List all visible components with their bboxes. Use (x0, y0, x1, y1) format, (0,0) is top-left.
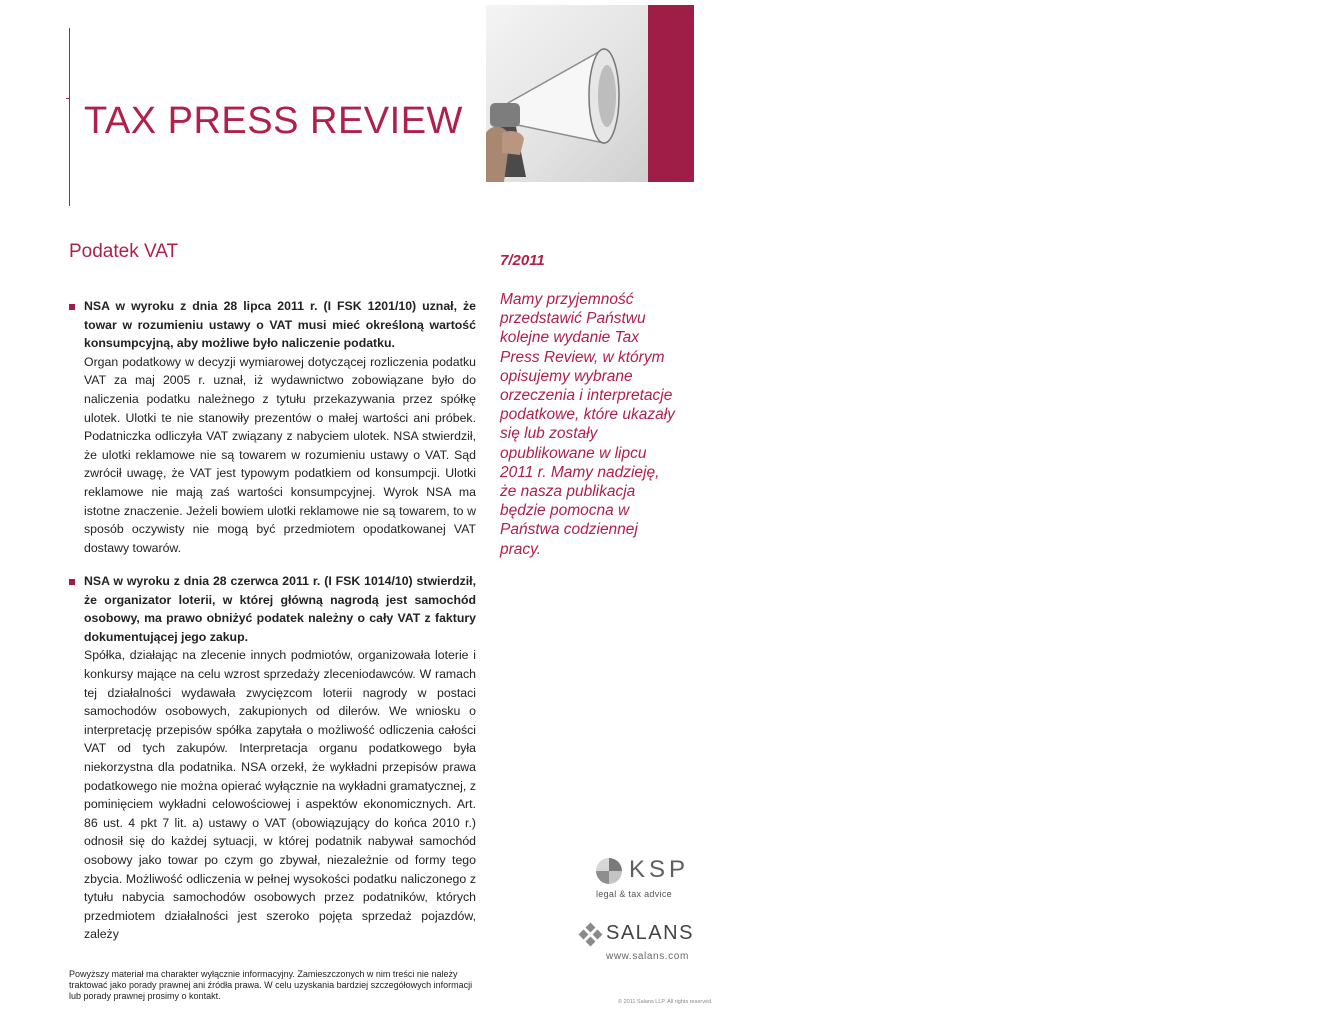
article-item (69, 572, 476, 944)
footer-disclaimer: Powyższy materiał ma charakter wyłącznie informacyjny. Zamieszczonych w nim treści nie należy traktować jako porady prawnej ani źródła prawa. W celu uzyskania bardziej szczegółowych informacji lub porady prawnej prosimy o kontakt. (69, 969, 473, 1001)
megaphone-image (486, 5, 648, 182)
ksp-tagline: legal & tax advice (596, 889, 672, 899)
client-alert-badge (648, 5, 1327, 182)
ksp-logo (596, 858, 696, 902)
bullet-icon (69, 304, 75, 310)
issue-number: 7/2011 (500, 252, 545, 269)
header-rule (69, 28, 70, 206)
salans-logo (580, 924, 696, 968)
salans-logo-name: SALANS (606, 922, 694, 944)
footer-copyright: © 2011 Salans LLP. All rights reserved. (618, 999, 713, 1005)
ksp-logo-icon (596, 858, 622, 884)
article-body: Spółka, działając na zlecenie innych podmiotów, organizowała loterie i konkursy mające na celu wzrost sprzedaży zleceniodawców. W ramach tej działalności wydawała zwycięzcom loterii nagrody w postaci samochodów osobowych, zakupionych od dilerów. We wniosku o interpretację przepisów spółka zapytała o możliwość odliczenia całości VAT od tych zakupów. Interpretacja organu podatkowego była niekorzystna dla podatnika. NSA orzekł, że wykładni przepisów prawa podatkowego nie można opierać wyłącznie na wykładni gramatycznej, z pominięciem wykładni celowościowej i aspektów ekonomicznych. Art. 86 ust. 4 pkt 7 lit. a) ustawy o VAT (obowiązujący do końca 2010 r.) odnosił się do każdej sytuacji, w której podatnik nabywał samochód osobowy jako towar po czym go zbywał, niezależnie od formy tego zbycia. Możliwość odliczenia w pełnej wysokości podatku naliczonego z tytułu nabycia samochodów osobowych przez podatników, których przedmiotem działalności jest szeroko pojęta sprzedaż pojazdów, zależy (84, 648, 476, 942)
salans-logo-icon (580, 924, 602, 946)
header-rule-tick (66, 98, 70, 99)
salans-website: www.salans.com (606, 951, 689, 962)
bullet-icon (69, 579, 75, 585)
article-item (69, 297, 476, 557)
ksp-logo-name: KSP (629, 856, 690, 883)
client-alert-label: CLIENT ALERT (1311, 38, 1327, 158)
megaphone-icon (486, 5, 648, 182)
article-lead: NSA w wyroku z dnia 28 czerwca 2011 r. (I FSK 1014/10) stwierdził, że organizator loterii, w której główną nagrodą jest samochód osobowy, ma prawo obniżyć podatek należny o cały VAT z faktury dokumentującej jego zakup. (84, 574, 476, 644)
page-title: TAX PRESS REVIEW (84, 100, 463, 142)
article-body: Organ podatkowy w decyzji wymiarowej dotyczącej rozliczenia podatku VAT za maj 2005 r. uznał, iż wydawnictwo zobowiązane było do naliczenia podatku należnego z tytułu przekazywania przez spółkę ulotek. Ulotki te nie stanowiły prezentów o małej wartości ani próbek. Podatniczka odliczyła VAT związany z nabyciem ulotek. NSA stwierdził, że ulotki reklamowe nie są towarem w rozumieniu ustawy o VAT. Sąd zwrócił uwagę, że VAT jest typowym podatkiem od konsumpcji. Ulotki reklamowe nie mają zaś wartości konsumpcyjnej. Wyrok NSA ma istotne znaczenie. Jeżeli bowiem ulotki reklamowe nie są towarem, to w sposób oczywisty nie mogą być przedmiotem opodatkowanej VAT dostawy towarów. (84, 354, 476, 555)
intro-text: Mamy przyjemność przedstawić Państwu kolejne wydanie Tax Press Review, w którym opisujemy wybrane orzeczenia i interpretacje podatkowe, które ukazały się lub zostały opublikowane w lipcu 2011 r. Mamy nadzieję, że nasza publikacja będzie pomocna w Państwa codziennej pracy. (500, 291, 675, 558)
section-title: Podatek VAT (69, 241, 179, 262)
article-lead: NSA w wyroku z dnia 28 lipca 2011 r. (I FSK 1201/10) uznał, że towar w rozumieniu ustawy o VAT musi mieć określoną wartość konsumpcyjną, aby możliwe było naliczenie podatku. (84, 299, 476, 351)
